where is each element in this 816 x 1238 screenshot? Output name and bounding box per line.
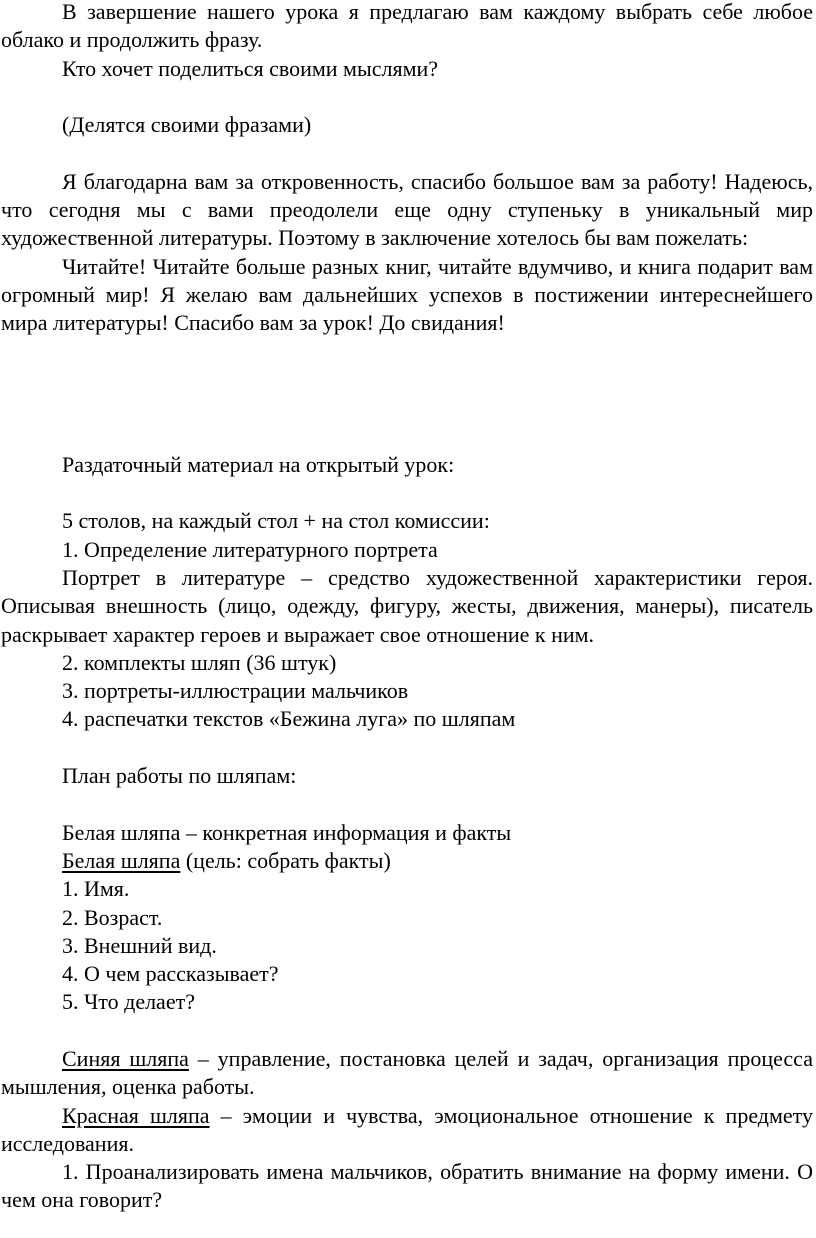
paragraph-portrait-definition: Портрет в литературе – средство художественной характеристики героя. Описывая внешность (лицо, одежду, фигуру, жесты, движения, манеры), писатель раскрывает характер героев и выражает свое отношение к ним. [1, 564, 813, 647]
blank-line [1, 479, 813, 507]
blank-line [1, 394, 813, 422]
white-hat-question-1: 1. Имя. [62, 876, 130, 902]
hats-plan-title: План работы по шляпам: [62, 763, 297, 789]
blank-line [1, 1017, 813, 1045]
blank-line [1, 366, 813, 394]
red-hat-task-1: 1. Проанализировать имена мальчиков, обратить внимание на форму имени. О чем она говорит? [1, 1159, 813, 1213]
blank-line [1, 139, 813, 167]
blank-line [1, 422, 813, 450]
paragraph-closing-intro: В завершение нашего урока я предлагаю вам каждому выбрать себе любое облако и продолжить фразу. [1, 0, 813, 53]
paragraph-wishes: Читайте! Читайте больше разных книг, читайте вдумчиво, и книга подарит вам огромный мир! Я желаю вам дальнейших успехов в постижении интереснейшего мира литературы! Спасибо вам за урок! До свидания! [1, 253, 813, 336]
white-hat-goal: (цель: собрать факты) [180, 847, 391, 873]
list-item-1: 1. Определение литературного портрета [62, 536, 438, 562]
white-hat-question-5: 5. Что делает? [62, 989, 195, 1015]
blank-line [1, 790, 813, 818]
paragraph-share-note: (Делятся своими фразами) [62, 112, 312, 138]
blank-line [1, 734, 813, 762]
red-hat-description: – эмоции и чувства, эмоциональное отношение к предмету исследования. [1, 1102, 813, 1156]
red-hat-label: Красная шляпа [62, 1102, 210, 1128]
white-hat-question-4: 4. О чем рассказывает? [62, 961, 279, 987]
white-hat-label: Белая шляпа [62, 847, 181, 873]
paragraph-tables-note: 5 столов, на каждый стол + на стол комиссии: [62, 508, 490, 534]
list-item-4: 4. распечатки текстов «Бежина луга» по шляпам [62, 706, 516, 732]
paragraph-share-question: Кто хочет поделиться своими мыслями? [62, 55, 439, 81]
handout-title: Раздаточный материал на открытый урок: [62, 451, 455, 477]
blue-hat-paragraph [1, 1045, 813, 1102]
white-hat-goal-line [1, 847, 813, 875]
blue-hat-label: Синяя шляпа [62, 1045, 189, 1071]
white-hat-question-2: 2. Возраст. [62, 904, 163, 930]
blank-line [1, 338, 813, 366]
red-hat-paragraph [1, 1102, 813, 1159]
paragraph-thanks: Я благодарна вам за откровенность, спасибо большое вам за работу! Надеюсь, что сегодня мы с вами преодолели еще одну ступеньку в уникальный мир художественной литературы. Поэтому в заключение хотелось бы вам пожелать: [1, 168, 813, 251]
white-hat-question-3: 3. Внешний вид. [62, 932, 217, 958]
white-hat-description: Белая шляпа – конкретная информация и факты [62, 819, 512, 845]
blue-hat-description: – управление, постановка целей и задач, организация процесса мышления, оценка работы. [1, 1045, 813, 1100]
list-item-3: 3. портреты-иллюстрации мальчиков [62, 678, 409, 704]
list-item-2: 2. комплекты шляп (36 штук) [62, 649, 337, 675]
blank-line [1, 83, 813, 111]
